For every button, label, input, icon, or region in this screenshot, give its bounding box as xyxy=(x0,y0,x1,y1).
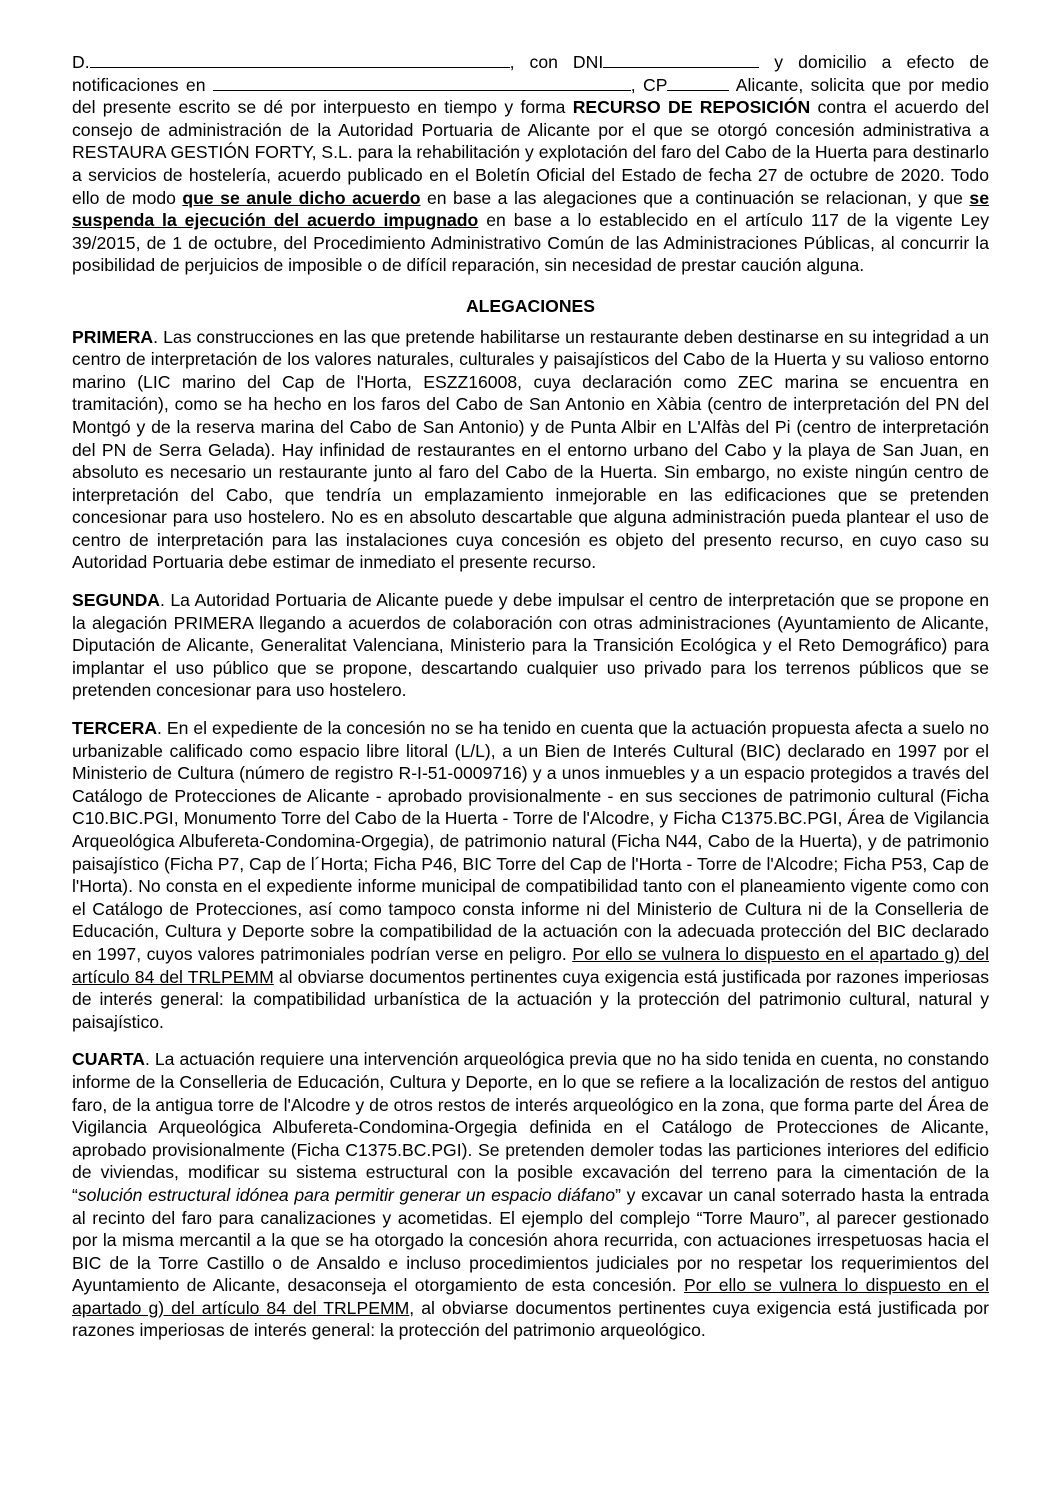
tercera-text: . En el expediente de la concesión no se ha tenido en cuenta que la actuación propuesta afecta a suelo no urbanizable calificado como espacio libre litoral (L/L), a un Bien de Interés Cultural (BIC) declarado en 1997 por el Ministerio de Cultura (número de registro R-I-51-0009716) y a unos inmuebles y a un espacio protegidos a través del Catálogo de Protecciones de Alicante - aprobado provisionalmente - en sus secciones de patrimonio cultural (Ficha C10.BIC.PGI, Monumento Torre del Cabo de la Huerta - Torre de l'Alcodre, y Ficha C1375.BC.PGI, Área de Vigilancia Arqueológica Albufereta-Condomina-Orgegia), de patrimonio natural (Ficha N44, Cabo de la Huerta), y de patrimonio paisajístico (Ficha P7, Cap de l´Horta; Ficha P46, BIC Torre del Cap de l'Horta - Torre de l'Alcodre; Ficha P53, Cap de l'Horta). No consta en el expediente informe municipal de compatibilidad tanto con el planeamiento vigente como con el Catálogo de Protecciones, así como tampoco consta informe ni del Ministerio de Cultura ni de la Conselleria de Educación, Cultura y Deporte sobre la compatibilidad de la actuación con la adecuada protección del BIC declarado en 1997, cuyos valores patrimoniales podrían verse en peligro. xyxy=(72,718,989,964)
tercera-text-2: al obviarse documentos pertinentes cuya exigencia está justificada por razones imperiosas de interés general: la compatibilidad urbanística de la actuación y la protección del patrimonio cultural, natural y paisajístico. xyxy=(72,966,990,1032)
name-blank xyxy=(90,51,510,68)
cuarta-paragraph xyxy=(72,1048,989,1342)
tercera-underlined: Por ello se vulnera lo dispuesto en el apartado g) del artículo 84 del TRLPEMM xyxy=(72,943,989,987)
segunda-text: . La Autoridad Portuaria de Alicante puede y debe impulsar el centro de interpretación que se propone en la alegación PRIMERA llegando a acuerdos de colaboración con otras administraciones (Ayuntamiento de Alicante, Diputación de Alicante, Generalitat Valenciana, Ministerio para la Transición Ecológica y el Reto Demográfico) para implantar el uso público que se propone, descartando cualquier uso privado para los terrenos públicos que se pretenden concesionar para uso hostelero. xyxy=(72,590,989,701)
intro-text-2: contra el acuerdo del consejo de administración de la Autoridad Portuaria de Alicante por el que se otorgó concesión administrativa a RESTAURA GESTIÓN FORTY, S.L. para la rehabilitación y explotación del faro del Cabo de la Huerta para destinarlo a servicios de hostelería, acuerdo publicado en el Boletín Oficial del Estado de fecha 27 de octubre de 2020. Todo ello de modo xyxy=(72,97,989,208)
primera-paragraph xyxy=(72,326,989,575)
intro-text-1: Alicante, solicita que por medio del presente escrito se dé por interpuesto en tiempo y forma xyxy=(72,74,989,118)
address-blank xyxy=(213,74,631,91)
cuarta-italic-quote: solución estructural idónea para permitir generar un espacio diáfano xyxy=(77,1184,616,1205)
cuarta-text-3: , al obviarse documentos pertinentes cuya exigencia está justificada por razones imperiosas de interés general: la protección del patrimonio arqueológico. xyxy=(72,1297,990,1341)
primera-label: PRIMERA xyxy=(72,326,154,347)
suspenda-phrase: se suspenda la ejecución del acuerdo impugnado xyxy=(72,187,989,231)
recurso-title: RECURSO DE REPOSICIÓN xyxy=(572,97,811,118)
intro-text-3: en base a las alegaciones que a continuación se relacionan, y que xyxy=(420,187,970,208)
segunda-paragraph xyxy=(72,589,989,702)
domicilio-text: y domicilio a efecto de notificaciones en xyxy=(72,52,989,95)
name-label: D. xyxy=(72,52,90,72)
intro-text-4: en base a lo establecido en el artículo 117 de la vigente Ley 39/2015, de 1 de octubre, del Procedimiento Administrativo Común de las Administraciones Públicas, al concurrir la posibilidad de perjuicios de imposible o de difícil reparación, sin necesidad de prestar caución alguna. xyxy=(72,210,990,276)
anule-phrase: que se anule dicho acuerdo xyxy=(182,187,421,208)
dni-label: , con DNI xyxy=(509,52,604,72)
cuarta-underlined: Por ello se vulnera lo dispuesto en el apartado g) del artículo 84 del TRLPEMM xyxy=(72,1275,989,1318)
tercera-paragraph xyxy=(72,717,989,1033)
cp-label: , CP xyxy=(630,74,668,95)
dni-blank xyxy=(603,51,759,68)
intro-paragraph xyxy=(72,51,989,277)
primera-text: . Las construcciones en las que pretende habilitarse un restaurante deben destinarse en su integridad a un centro de interpretación de los valores naturales, culturales y paisajísticos del Cabo de la Huerta y su valioso entorno marino (LIC marino del Cap de l'Horta, ESZZ16008, cuya declaración como ZEC marina se encuentra en tramitación), como se ha hecho en los faros del Cabo de San Antonio en Xàbia (centro de interpretación del PN del Montgó y de la reserva marina del Cabo de San Antonio) y de Punta Albir en L'Alfàs del Pi (centro de interpretación del PN de Serra Gelada). Hay infinidad de restaurantes en el entorno urbano del Cabo y la playa de San Juan, en absoluto es necesario un restaurante junto al faro del Cabo de la Huerta. Sin embargo, no existe ningún centro de interpretación del Cabo, que tendría un emplazamiento inmejorable en las edificaciones que se pretenden concesionar para uso hostelero. No es en absoluto descartable que alguna administración pueda plantear el uso de centro de interpretación para las instalaciones cuya concesión es objeto del presento recurso, en cuyo caso su Autoridad Portuaria debe estimar de inmediato el presente recurso. xyxy=(72,326,989,573)
cp-blank xyxy=(667,74,729,91)
cuarta-label: CUARTA xyxy=(72,1049,145,1070)
cuarta-text: . La actuación requiere una intervención arqueológica previa que no ha sido tenida en cuenta, no constando informe de la Conselleria de Educación, Cultura y Deporte, en lo que se refiere a la localización de restos del antiguo faro, de la antigua torre de l'Alcodre y de otros restos de interés arqueológico en la zona, que forma parte del Área de Vigilancia Arqueológica Albufereta-Condomina-Orgegia definida en el Catálogo de Protecciones de Alicante, aprobado provisionalmente (Ficha C1375.BC.PGI). Se pretenden demoler todas las particiones interiores del edificio de viviendas, modificar su sistema estructural con la posible excavación del terreno para la cimentación de la “ xyxy=(72,1049,989,1205)
segunda-label: SEGUNDA xyxy=(72,590,160,611)
tercera-label: TERCERA xyxy=(72,718,158,739)
document-page xyxy=(72,51,989,1342)
alegaciones-heading: ALEGACIONES xyxy=(465,295,596,316)
cuarta-text-2: ” y excavar un canal soterrado hasta la entrada al recinto del faro para canalizaciones y acometidas. El ejemplo del complejo “Torre Mauro”, al parecer gestionado por la misma mercantil a la que se ha otorgado la concesión ahora recurrida, con actuaciones irrespetuosas hacia el BIC de la Torre Castillo o de Ansaldo e incluso procedimientos judiciales por no respetar los requerimientos del Ayuntamiento de Alicante, desaconseja el otorgamiento de esta concesión. xyxy=(72,1184,989,1296)
